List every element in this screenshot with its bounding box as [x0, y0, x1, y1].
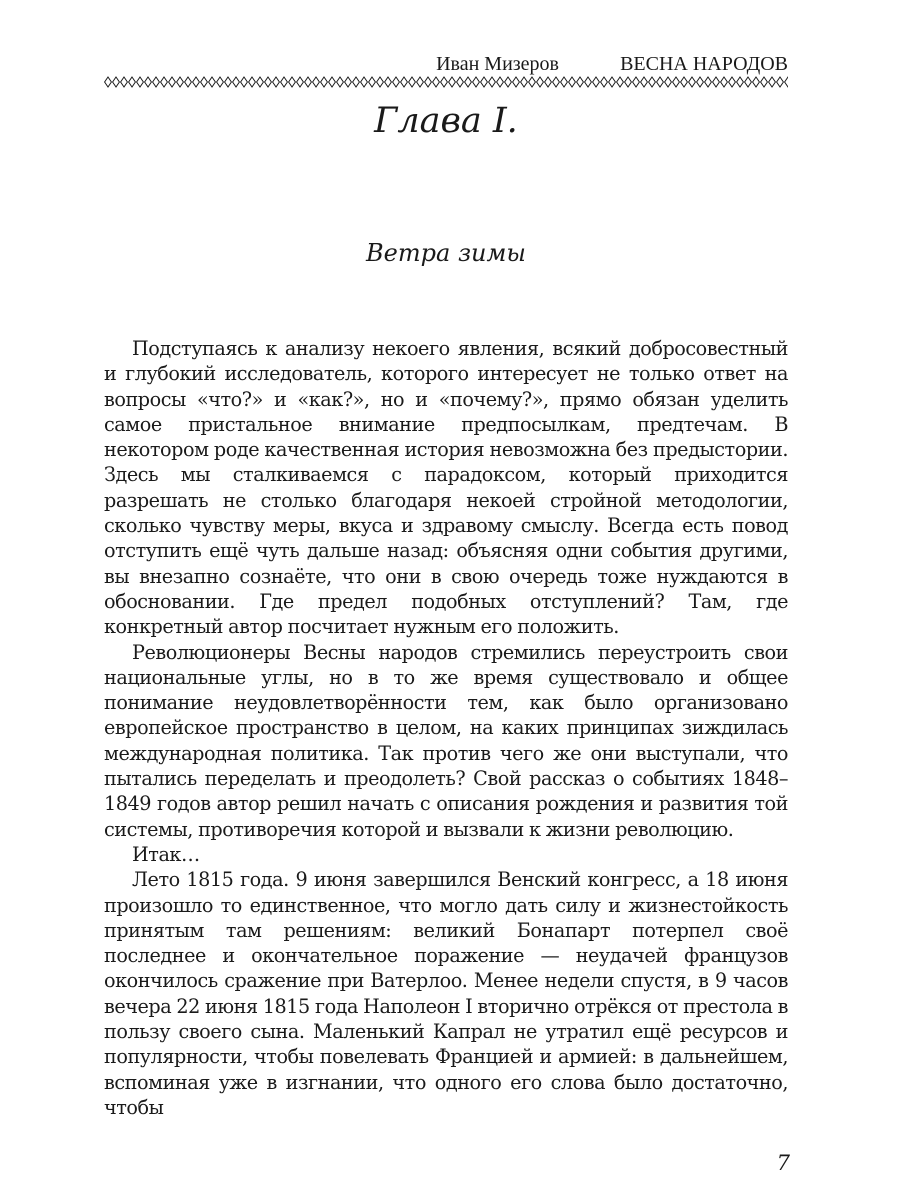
paragraph: Подступаясь к анализу некоего явления, всякий добросовестный и глубокий исследователь, которого интересует не только ответ на вопросы «что?» и «как?», но и «почему?», прямо обязан уделить самое пристальное внимание предпосылкам, предтечам. В некотором роде качественная история невозможна без предыстории. Здесь мы сталкиваемся с парадоксом, который приходится разрешать не столько благодаря некоей стройной методологии, сколько чувству меры, вкуса и здравому смыслу. Всегда есть повод отступить ещё чуть дальше назад: объясняя одни события другими, вы внезапно сознаёте, что они в свою очередь тоже нуждаются в обосновании. Где предел подобных отступлений? Там, где конкретный автор посчитает нужным его положить. [104, 337, 788, 639]
chapter-subtitle: Ветра зимы [366, 239, 526, 267]
page-number: 7 [776, 1151, 790, 1175]
running-head-author: Иван Мизеров [436, 53, 559, 75]
body-text [104, 336, 788, 1120]
running-head-book-title: ВЕСНА НАРОДОВ [620, 53, 788, 75]
paragraph: Лето 1815 года. 9 июня завершился Венский конгресс, а 18 июня произошло то единственное, что могло дать силу и жизнестойкость принятым там решениям: великий Бонапарт потерпел своё последнее и окончательное поражение — неудачей французов окончилось сражение при Ватерлоо. Менее недели спустя, в 9 часов вечера 22 июня 1815 года Наполеон I вторично отрёкся от престола в пользу своего сына. Маленький Капрал не утратил ещё ресурсов и популярности, чтобы повелевать Францией и армией: в дальнейшем, вспоминая уже в изгнании, что одного его слова было достаточно, чтобы [104, 868, 788, 1119]
running-head [104, 52, 788, 78]
ornamental-rule [104, 76, 788, 88]
chapter-title: Глава I. [374, 101, 518, 141]
paragraph: Революционеры Весны народов стремились переустроить свои национальные углы, но в то же время существовало и общее понимание неудовлетворённости тем, как было организовано европейское пространство в целом, на каких принципах зиждилась международная политика. Так против чего же они выступали, что пытались переделать и преодолеть? Свой рассказ о событиях 1848–1849 годов автор решил начать с описания рождения и развития той системы, противоречия которой и вызвали к жизни революцию. [104, 640, 788, 841]
paragraph: Итак… [132, 842, 200, 866]
